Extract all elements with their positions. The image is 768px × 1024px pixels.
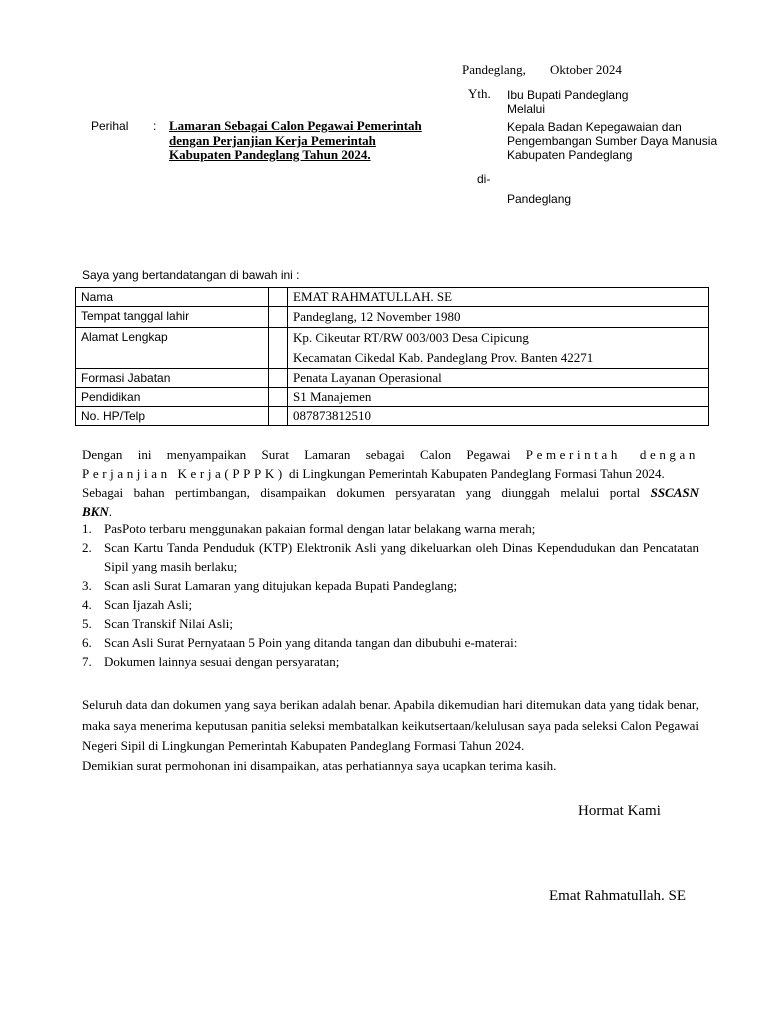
- table-row: [76, 407, 709, 426]
- subject-line: dengan Perjanjian Kerja Pemerintah: [169, 132, 376, 148]
- list-number: 6.: [82, 635, 92, 650]
- field-separator: [269, 407, 288, 426]
- body-line: [82, 464, 699, 483]
- list-item: [82, 614, 699, 633]
- field-value: Penata Layanan Operasional: [288, 369, 709, 388]
- di-place: Pandeglang: [507, 192, 572, 206]
- recipient-line: Kabupaten Pandeglang: [507, 148, 633, 162]
- body-text: di Lingkungan Pemerintah Kabupaten Pandeglang Formasi Tahun 2024.: [285, 466, 665, 481]
- field-value: S1 Manajemen: [288, 388, 709, 407]
- requirements-list: [82, 519, 699, 671]
- field-separator: [269, 328, 288, 369]
- signer-name: Emat Rahmatullah. SE: [549, 888, 687, 904]
- yth-label: Yth.: [468, 86, 491, 101]
- closing-thanks: Demikian surat permohonan ini disampaikan, atas perhatiannya saya ucapkan terima kasih.: [82, 758, 557, 773]
- subject-label: Perihal: [91, 119, 129, 133]
- list-number: 4.: [82, 597, 92, 612]
- di-label: di-: [477, 172, 491, 186]
- list-item: [82, 652, 699, 671]
- portal-name: BKN: [82, 504, 109, 519]
- body-line: [82, 445, 699, 464]
- table-row: [76, 369, 709, 388]
- address-line: Kecamatan Cikedal Kab. Pandeglang Prov. Banten 42271: [293, 350, 594, 365]
- closing-paragraph: Seluruh data dan dokumen yang saya berikan adalah benar. Apabila dikemudian hari ditemukan data yang tidak benar, maka saya menerima keputusan panitia seleksi membatalkan keikutsertaan/kelulusan saya pada seleksi Calon Pegawai Negeri Sipil di Lingkungan Pemerintah Kabupaten Pandeglang Formasi Tahun 2024.: [82, 697, 699, 753]
- field-separator: [269, 388, 288, 407]
- list-item: [82, 538, 699, 576]
- field-label: Nama: [76, 288, 269, 307]
- list-text: Scan Asli Surat Pernyataan 5 Poin yang ditanda tangan dan dibubuhi e-materai:: [104, 635, 518, 650]
- table-row: [76, 288, 709, 307]
- salutation: Hormat Kami: [578, 803, 661, 819]
- field-value: EMAT RAHMATULLAH. SE: [288, 288, 709, 307]
- field-value: [288, 328, 709, 369]
- list-text: PasPoto terbaru menggunakan pakaian formal dengan latar belakang warna merah;: [104, 521, 536, 536]
- body-line: [82, 483, 699, 502]
- recipient-block: [507, 88, 717, 162]
- address-line: Kp. Cikeutar RT/RW 003/003 Desa Cipicung: [293, 330, 529, 345]
- body-text: Dengan ini menyampaikan Surat Lamaran sebagai Calon Pegawai: [82, 447, 511, 462]
- body-text: .: [108, 504, 112, 519]
- list-item: [82, 519, 699, 538]
- recipient-line: Ibu Bupati Pandeglang: [507, 88, 629, 102]
- body-text-spaced: Pemerintah dengan: [525, 447, 700, 462]
- list-number: 2.: [82, 540, 92, 555]
- recipient-line: Pengembangan Sumber Daya Manusia: [507, 134, 718, 148]
- portal-name: SSCASN: [650, 485, 700, 500]
- list-number: 1.: [82, 521, 92, 536]
- subject-colon: :: [153, 119, 157, 133]
- field-label: No. HP/Telp: [76, 407, 269, 426]
- field-label: Formasi Jabatan: [76, 369, 269, 388]
- intro-text: Saya yang bertandatangan di bawah ini :: [82, 268, 300, 282]
- table-row: [76, 388, 709, 407]
- list-item: [82, 576, 699, 595]
- list-item: [82, 633, 699, 652]
- field-separator: [269, 369, 288, 388]
- field-value: Pandeglang, 12 November 1980: [288, 307, 709, 328]
- field-separator: [269, 288, 288, 307]
- body-text-spaced: Perjanjian Kerja(PPPK): [82, 466, 286, 481]
- field-label: Pendidikan: [76, 388, 269, 407]
- table-row: [76, 328, 709, 369]
- subject-text: [169, 119, 422, 163]
- list-item: [82, 595, 699, 614]
- subject-line: Lamaran Sebagai Calon Pegawai Pemerintah: [169, 118, 422, 133]
- subject-line: Kabupaten Pandeglang Tahun 2024.: [169, 147, 371, 162]
- field-separator: [269, 307, 288, 328]
- identity-table: [75, 287, 709, 426]
- field-label: Alamat Lengkap: [76, 328, 269, 369]
- list-number: 7.: [82, 654, 92, 669]
- field-label: Tempat tanggal lahir: [76, 307, 269, 328]
- recipient-line: Kepala Badan Kepegawaian dan: [507, 120, 682, 134]
- list-text: Scan Ijazah Asli;: [104, 597, 193, 612]
- list-number: 5.: [82, 616, 92, 631]
- list-text: Scan Kartu Tanda Penduduk (KTP) Elektronik Asli yang dikeluarkan oleh Dinas Kependudukan dan Pencatatan Sipil yang masih berlaku;: [104, 540, 699, 574]
- recipient-line: Melalui: [507, 102, 546, 116]
- list-text: Dokumen lainnya sesuai dengan persyaratan;: [104, 654, 340, 669]
- body-text: Sebagai bahan pertimbangan, disampaikan dokumen persyaratan yang diunggah melalui portal: [82, 485, 641, 500]
- table-row: [76, 307, 709, 328]
- letter-date: Oktober 2024: [550, 62, 622, 77]
- letter-place: Pandeglang,: [462, 62, 526, 77]
- field-value: 087873812510: [288, 407, 709, 426]
- list-text: Scan asli Surat Lamaran yang ditujukan kepada Bupati Pandeglang;: [104, 578, 458, 593]
- list-number: 3.: [82, 578, 92, 593]
- list-text: Scan Transkif Nilai Asli;: [104, 616, 233, 631]
